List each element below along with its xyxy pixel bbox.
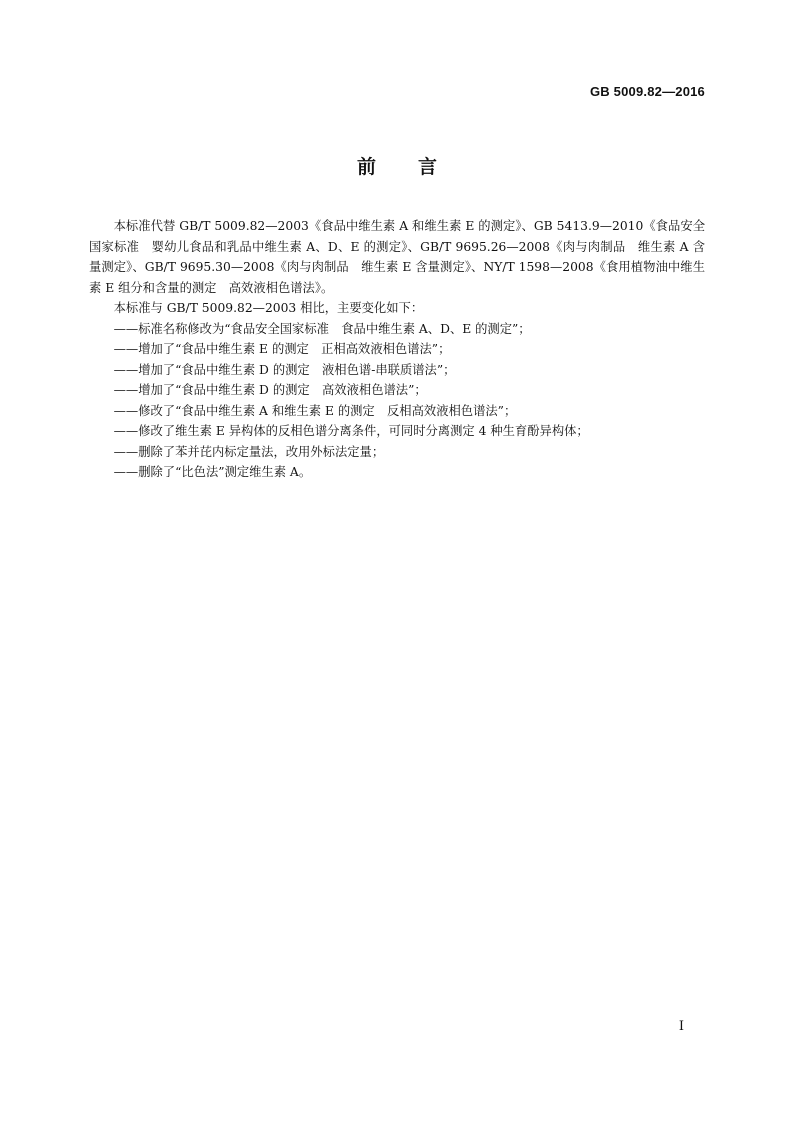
change-item: ——修改了维生素 E 异构体的反相色谱分离条件，可同时分离测定 4 种生育酚异构体； <box>113 424 589 438</box>
change-item: ——增加了“食品中维生素 D 的测定 液相色谱-串联质谱法”； <box>113 362 456 377</box>
change-item: ——标准名称修改为“食品安全国家标准 食品中维生素 A、D、E 的测定”； <box>113 321 531 336</box>
page-title-second-char: 言 <box>418 156 438 178</box>
page-title-first-char: 前 <box>356 156 376 178</box>
change-item: ——删除了“比色法”测定维生素 A。 <box>113 465 312 479</box>
page-title <box>0 152 794 179</box>
change-item: ——修改了“食品中维生素 A 和维生素 E 的测定 反相高效液相色谱法”； <box>113 403 517 418</box>
document-code: GB 5009.82—2016 <box>589 84 705 99</box>
change-item: ——增加了“食品中维生素 E 的测定 正相高效液相色谱法”； <box>113 342 451 356</box>
change-item: ——增加了“食品中维生素 D 的测定 高效液相色谱法”； <box>113 383 427 397</box>
page-number: I <box>678 1019 684 1034</box>
foreword-body <box>89 216 705 483</box>
changes-list <box>89 319 705 483</box>
change-item: ——删除了苯并芘内标定量法，改用外标法定量； <box>113 444 385 459</box>
comparison-paragraph: 本标准与 GB/T 5009.82—2003 相比，主要变化如下： <box>113 301 424 315</box>
intro-paragraph: 本标准代替 GB/T 5009.82—2003《食品中维生素 A 和维生素 E 的测定》、GB 5413.9—2010《食品安全国家标准 婴幼儿食品和乳品中维生素 A、D、E 的测定》、GB/T 9695.26—2008《肉与肉制品 维生素 A 含量测定》、GB/T 9695.30—2008《肉与肉制品 维生素 E 含量测定》、NY/T 1598—2008《食用植物油中维生素 E 组分和含量的测定 高效液相色谱法》。 <box>89 219 705 295</box>
